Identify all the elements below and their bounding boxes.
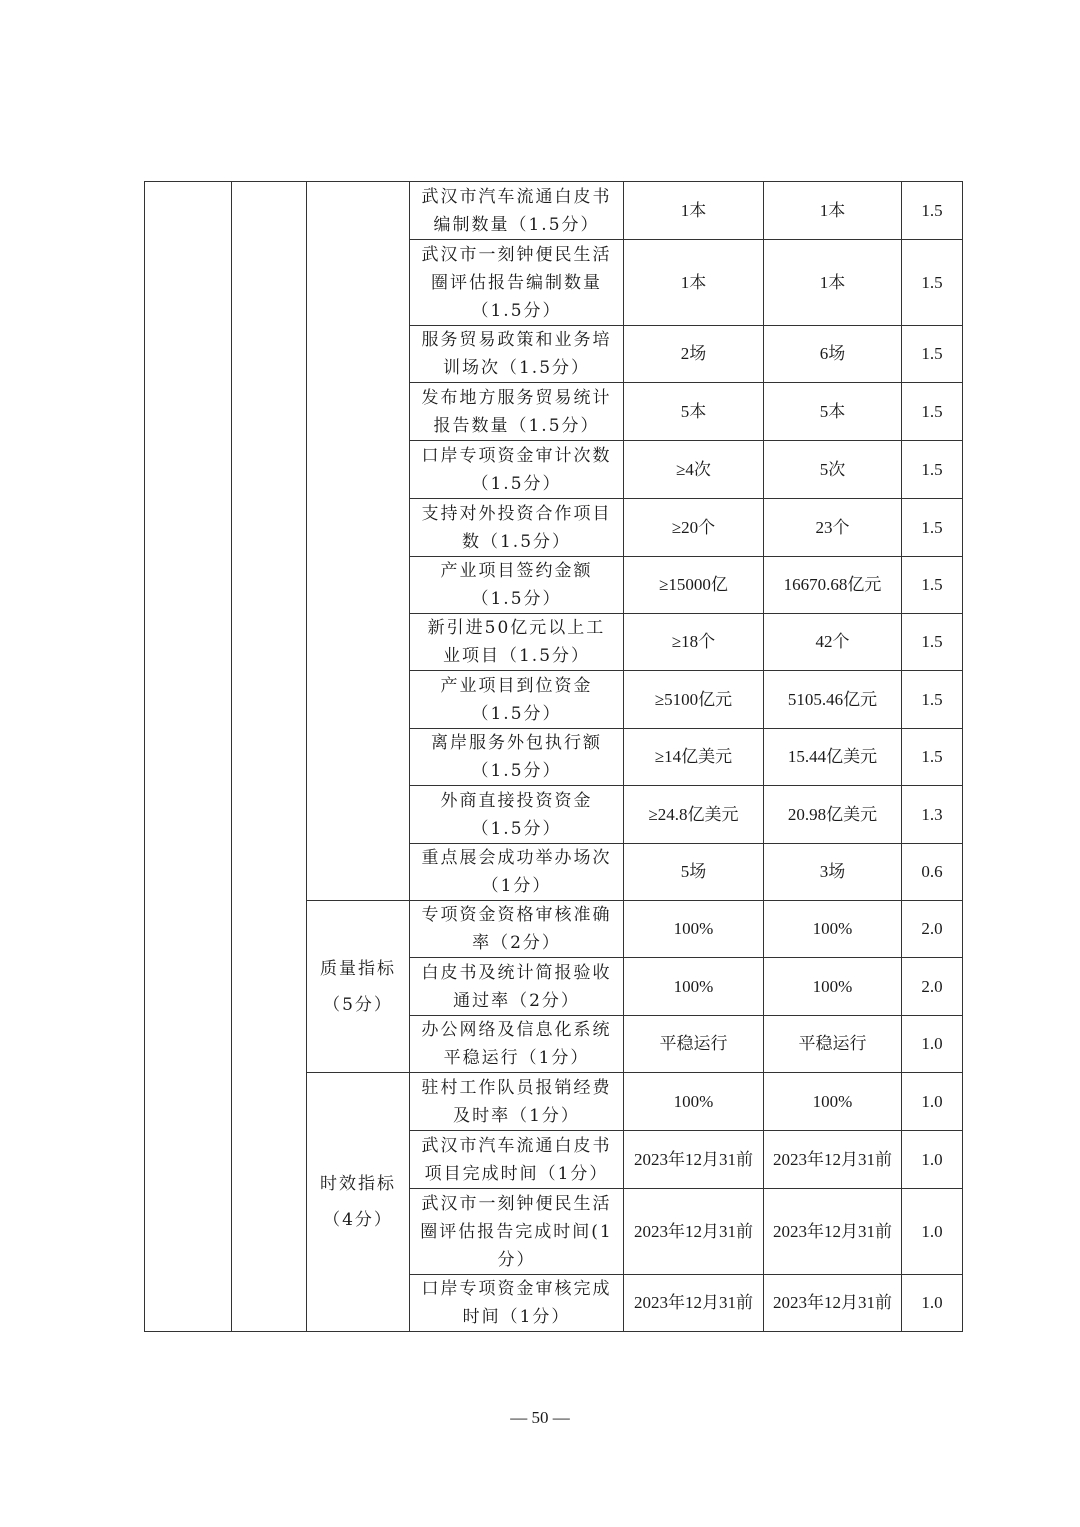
cell-line: （1.5分） [471,300,562,321]
cell-line: 31前 [858,1149,892,1169]
indicator-cell [410,1131,624,1189]
actual-value-cell [764,786,902,844]
score-cell: 1.0 [902,1016,963,1073]
target-value-cell [624,441,764,499]
target-value-cell [624,240,764,326]
cell-line: 服务贸易政策和业务培 [421,330,612,350]
cell-line: 武汉市汽车流通白皮书 [421,186,612,207]
score-cell: 1.5 [902,671,963,729]
cell-line: 武汉市一刻钟便民生活 [421,244,612,265]
cell-line: 平稳运行 [798,1034,867,1053]
score-cell: 1.0 [902,1275,963,1332]
cell-line: 2023年12月 [634,1293,719,1312]
target-value-cell [624,326,764,383]
cell-line: （1.5分） [471,818,562,839]
target-value-cell [624,1131,764,1189]
cell-line: 圈评估报告完成时间(1 [420,1221,613,1242]
cell-line: 2023年12月 [773,1293,858,1312]
cell-line: 口岸专项资金审核完成 [421,1279,612,1299]
cell-line: 23个 [815,517,850,537]
cell-line: 5本 [819,401,846,421]
cell-line: 15.44亿美元 [787,747,878,766]
cell-line: 驻村工作队员报销经费 [421,1077,612,1098]
cell-line: 率（2分） [472,933,561,953]
target-value-cell [624,383,764,441]
cell-line: ≥18个 [671,632,716,651]
cell-line: 报告数量（1.5分） [433,415,600,436]
cell-line: 31前 [719,1149,753,1169]
cell-line: 支持对外投资合作项目 [421,503,612,524]
score-cell: 1.3 [902,786,963,844]
level1-indicator-cell [145,182,232,1332]
actual-value-cell [764,240,902,326]
actual-value-cell [764,1131,902,1189]
cell-line: 训场次（1.5分） [442,358,591,378]
indicator-cell [410,844,624,901]
score-cell: 1.5 [902,383,963,441]
actual-value-cell [764,901,902,958]
cell-line: 新引进50亿元以上工 [427,618,606,638]
target-value-cell [624,1016,764,1073]
cell-line: 100% [812,1091,853,1111]
cell-line: 数（1.5分） [461,531,572,552]
cell-line: （5分） [323,994,393,1015]
indicator-cell [410,1275,624,1332]
cell-line: 100% [673,976,714,996]
cell-line: 离岸服务外包执行额 [431,733,602,753]
indicator-cell [410,1016,624,1073]
score-cell: 1.5 [902,729,963,786]
indicator-cell [410,1073,624,1131]
level2-indicator-cell [232,182,307,1332]
cell-line: 重点展会成功举办场次 [421,848,612,868]
target-value-cell [624,182,764,240]
target-value-cell [624,1189,764,1275]
cell-line: 武汉市一刻钟便民生活 [421,1193,612,1214]
score-cell: 1.0 [902,1189,963,1275]
target-value-cell [624,1073,764,1131]
actual-value-cell [764,844,902,901]
cell-line: 16670.68亿元 [783,575,882,594]
cell-line: 42个 [815,632,850,651]
score-cell: 2.0 [902,958,963,1016]
cell-line: 100% [673,919,714,938]
table-row [145,182,963,240]
cell-line: 发布地方服务贸易统计 [421,387,612,408]
indicator-cell [410,614,624,671]
indicator-cell [410,1189,624,1275]
cell-line: 6场 [819,344,846,363]
cell-line: 及时率（1分） [453,1105,580,1126]
cell-line: 100% [812,919,853,938]
cell-line: 20.98亿美元 [787,804,878,824]
score-cell: 0.6 [902,844,963,901]
indicator-cell [410,901,624,958]
indicator-cell [410,326,624,383]
score-cell: 1.5 [902,326,963,383]
cell-line: ≥14亿美元 [654,747,733,766]
indicator-cell [410,729,624,786]
target-value-cell [624,1275,764,1332]
cell-line: 31前 [858,1293,892,1312]
indicator-cell [410,958,624,1016]
score-cell: 1.5 [902,557,963,614]
actual-value-cell [764,671,902,729]
target-value-cell [624,844,764,901]
cell-line: 时间（1分） [462,1307,571,1327]
score-cell: 1.5 [902,499,963,557]
cell-line: ≥5100亿元 [654,689,733,709]
cell-line: 31前 [719,1221,753,1241]
cell-line: ≥24.8亿美元 [648,804,739,824]
score-cell: 2.0 [902,901,963,958]
quality-category-cell [307,901,410,1073]
cell-line: 通过率（2分） [453,990,580,1011]
cell-line: 口岸专项资金审计次数 [421,445,612,466]
indicator-cell [410,383,624,441]
cell-line: 编制数量（1.5分） [433,214,600,235]
actual-value-cell [764,182,902,240]
cell-line: 专项资金资格审核准确 [421,905,612,925]
cell-line: （1.5分） [471,589,562,609]
cell-line: 1本 [819,272,846,292]
target-value-cell [624,901,764,958]
score-cell: 1.0 [902,1131,963,1189]
score-cell: 1.5 [902,240,963,326]
cell-line: 时效指标 [320,1174,396,1194]
actual-value-cell [764,383,902,441]
cell-line: （1.5分） [471,473,562,494]
target-value-cell [624,958,764,1016]
cell-line: （1分） [481,876,552,896]
cell-line: 5本 [680,401,707,421]
target-value-cell [624,786,764,844]
indicator-cell [410,441,624,499]
indicator-cell [410,671,624,729]
score-cell: 1.5 [902,441,963,499]
cell-line: 2023年12月 [634,1221,719,1241]
indicator-cell [410,557,624,614]
actual-value-cell [764,958,902,1016]
cell-line: （1.5分） [471,703,562,724]
cell-line: 2场 [680,344,707,363]
actual-value-cell [764,614,902,671]
cell-line: 2023年12月 [773,1221,858,1241]
target-value-cell [624,614,764,671]
indicator-cell [410,182,624,240]
actual-value-cell [764,557,902,614]
actual-value-cell [764,1189,902,1275]
cell-line: 外商直接投资资金 [440,790,593,811]
cell-line: 31前 [719,1293,753,1312]
cell-line: 武汉市汽车流通白皮书 [421,1135,612,1156]
cell-line: 100% [812,976,853,996]
target-value-cell [624,499,764,557]
actual-value-cell [764,729,902,786]
cell-line: 产业项目到位资金 [440,675,593,696]
cell-line: 平稳运行 [659,1034,728,1053]
cell-line: 100% [673,1091,714,1111]
cell-line: 项目完成时间（1分） [424,1163,609,1184]
target-value-cell [624,729,764,786]
actual-value-cell [764,441,902,499]
indicator-cell [410,786,624,844]
cell-line: （1.5分） [471,761,562,781]
score-cell: 1.0 [902,1073,963,1131]
page-number: — 50 — [510,1408,570,1427]
actual-value-cell [764,1073,902,1131]
cell-line: 圈评估报告编制数量 [431,272,602,293]
cell-line: 平稳运行（1分） [443,1048,590,1068]
cell-line: 5场 [680,862,707,881]
cell-line: 办公网络及信息化系统 [421,1020,612,1040]
score-cell: 1.5 [902,182,963,240]
cell-line: 质量指标 [320,958,396,979]
indicator-cell [410,240,624,326]
actual-value-cell [764,326,902,383]
cell-line: 白皮书及统计简报验收 [421,962,612,983]
cell-line: 业项目（1.5分） [442,646,591,666]
target-value-cell [624,557,764,614]
cell-line: （4分） [323,1210,393,1230]
actual-value-cell [764,1275,902,1332]
quantity-category-cell [307,182,410,901]
cell-line: ≥4次 [676,459,711,479]
actual-value-cell [764,499,902,557]
cell-line: 5105.46亿元 [787,689,878,709]
actual-value-cell [764,1016,902,1073]
cell-line: 5次 [819,459,846,479]
cell-line: ≥15000亿 [659,575,728,594]
cell-line: 1本 [680,272,707,292]
timeliness-category-cell [307,1073,410,1332]
cell-line: 2023年12月 [634,1149,719,1169]
cell-line: 2023年12月 [773,1149,858,1169]
indicator-cell [410,499,624,557]
cell-line: 分） [497,1249,536,1270]
cell-line: 3场 [819,862,846,881]
performance-indicator-table [144,181,963,1332]
cell-line: ≥20个 [671,517,716,537]
cell-line: 1本 [819,200,846,220]
cell-line: 31前 [858,1221,892,1241]
cell-line: 产业项目签约金额 [440,561,593,581]
cell-line: 1本 [680,200,707,220]
score-cell: 1.5 [902,614,963,671]
target-value-cell [624,671,764,729]
